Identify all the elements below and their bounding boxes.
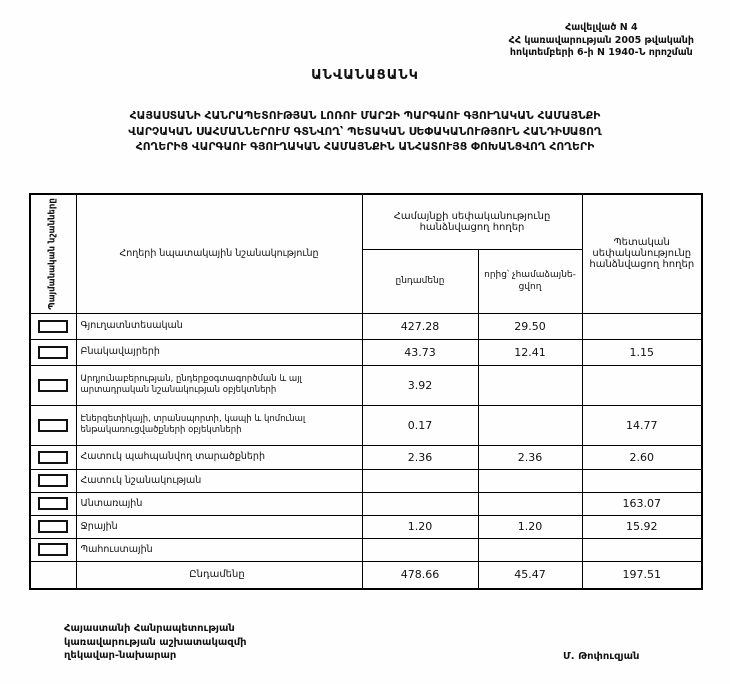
symbol-cell bbox=[30, 515, 76, 538]
legend-box bbox=[38, 474, 68, 487]
value-state bbox=[582, 469, 702, 492]
value-state bbox=[582, 365, 702, 405]
legend-box bbox=[38, 497, 68, 510]
symbol-cell bbox=[30, 492, 76, 515]
value-ofwhich: 1.20 bbox=[478, 515, 582, 538]
land-category-label: Ջրային bbox=[76, 515, 362, 538]
land-category-label: Հատուկ պահպանվող տարածքների bbox=[76, 445, 362, 469]
land-category-label: Բնակավայրերի bbox=[76, 339, 362, 365]
legend-box bbox=[38, 451, 68, 464]
value-total bbox=[362, 469, 478, 492]
legend-box bbox=[38, 520, 68, 533]
table-row bbox=[30, 339, 702, 365]
land-transfer-table bbox=[29, 193, 703, 590]
land-category-label: Հատուկ նշանակության bbox=[76, 469, 362, 492]
legend-box bbox=[38, 543, 68, 556]
value-ofwhich bbox=[478, 492, 582, 515]
legend-box bbox=[38, 379, 68, 392]
document-subtitle bbox=[25, 108, 705, 155]
legend-box bbox=[38, 419, 68, 432]
land-category-label: Անտառային bbox=[76, 492, 362, 515]
value-ofwhich bbox=[478, 365, 582, 405]
value-ofwhich bbox=[478, 405, 582, 445]
symbol-cell bbox=[30, 445, 76, 469]
table-row bbox=[30, 469, 702, 492]
value-ofwhich: 29.50 bbox=[478, 313, 582, 339]
value-state bbox=[582, 538, 702, 561]
land-category-label: Էներգետիկայի, տրանսպորտի, կապի և կոմունալ ենթակառուցվածքների օբյեկտների bbox=[76, 405, 362, 445]
symbol-cell bbox=[30, 313, 76, 339]
column-subheader-ofwhich-line2: ցվող bbox=[518, 282, 542, 292]
column-subheader-ofwhich-line1: որից՝ չհամաձայնե- bbox=[484, 270, 576, 280]
column-subheader-total: ընդամենը bbox=[362, 249, 478, 313]
value-total: 0.17 bbox=[362, 405, 478, 445]
signatory-title-line: կառավարության աշխատակազմի bbox=[64, 636, 247, 648]
subtitle-line: ՀՈՂԵՐԻՑ ՎԱՐԳԱՈՒ ԳՅՈՒՂԱԿԱՆ ՀԱՄԱՅՆՔԻՆ ԱՆՀԱՏՈՒՅՑ ՓՈԽԱՆՑՎՈՂ ՀՈՂԵՐԻ bbox=[135, 140, 595, 153]
value-state: 163.07 bbox=[582, 492, 702, 515]
value-state: 14.77 bbox=[582, 405, 702, 445]
value-total bbox=[362, 538, 478, 561]
table-row bbox=[30, 445, 702, 469]
value-ofwhich bbox=[478, 469, 582, 492]
value-total: 2.36 bbox=[362, 445, 478, 469]
column-header-state: Պետական սեփականությունը հանձնվացող հողեր bbox=[582, 194, 702, 313]
table-row bbox=[30, 405, 702, 445]
table-row bbox=[30, 538, 702, 561]
table-row bbox=[30, 313, 702, 339]
value-ofwhich: 12.41 bbox=[478, 339, 582, 365]
value-total: 43.73 bbox=[362, 339, 478, 365]
value-total bbox=[362, 492, 478, 515]
subtitle-line: ՀԱՅԱՍՏԱՆԻ ՀԱՆՐԱՊԵՏՈՒԹՅԱՆ ԼՈՌՈՒ ՄԱՐԶԻ ՊԱՐԳԱՈՒ ԳՅՈՒՂԱԿԱՆ ՀԱՄԱՅՆՔԻ bbox=[129, 109, 601, 122]
value-state: 2.60 bbox=[582, 445, 702, 469]
table-row bbox=[30, 515, 702, 538]
value-state: 15.92 bbox=[582, 515, 702, 538]
table-row bbox=[30, 492, 702, 515]
land-category-label: Գյուղատնտեսական bbox=[76, 313, 362, 339]
land-category-label: Արդյունաբերության, ընդերքօգտագործման և այլ արտադրական նշանակության օբյեկտների bbox=[76, 365, 362, 405]
appendix-line: հոկտեմբերի 6-ի N 1940-Ն որոշման bbox=[509, 47, 693, 58]
value-ofwhich: 2.36 bbox=[478, 445, 582, 469]
legend-box bbox=[38, 346, 68, 359]
symbol-cell bbox=[30, 469, 76, 492]
symbol-cell bbox=[30, 405, 76, 445]
signatory-title-block bbox=[64, 622, 247, 663]
signatory-title-line: Հայաստանի Հանրապետության bbox=[64, 623, 235, 634]
signatory-title-line: ղեկավար-նախարար bbox=[64, 650, 177, 661]
total-value-ofwhich: 45.47 bbox=[478, 561, 582, 589]
column-header-symbols bbox=[30, 194, 76, 313]
column-header-purpose: Հողերի նպատակային նշանակությունը bbox=[76, 194, 362, 313]
value-total: 427.28 bbox=[362, 313, 478, 339]
value-state bbox=[582, 313, 702, 339]
appendix-reference bbox=[509, 22, 694, 60]
appendix-line: Հավելված N 4 bbox=[565, 22, 638, 33]
symbol-cell bbox=[30, 339, 76, 365]
symbol-cell bbox=[30, 365, 76, 405]
value-total: 3.92 bbox=[362, 365, 478, 405]
table-total-row bbox=[30, 561, 702, 589]
subtitle-line: ՎԱՐՉԱԿԱՆ ՍԱՀՄԱՆՆԵՐՈՒՄ ԳՏՆՎՈՂ՝ ՊԵՏԱԿԱՆ ՍԵՓԱԿԱՆՈՒԹՅՈՒՆ ՀԱՆԴԻՍԱՑՈՂ bbox=[128, 124, 602, 138]
table-header-row-1 bbox=[30, 194, 702, 249]
page-title: ԱՆՎԱՆԱՑԱՆԿ bbox=[311, 68, 419, 83]
table-row bbox=[30, 365, 702, 405]
symbol-cell bbox=[30, 538, 76, 561]
value-total: 1.20 bbox=[362, 515, 478, 538]
column-group-header-community: Համայնքի սեփականությունը հանձնվացող հողեր bbox=[362, 194, 582, 249]
value-state: 1.15 bbox=[582, 339, 702, 365]
total-value-total: 478.66 bbox=[362, 561, 478, 589]
appendix-line: ՀՀ կառավարության 2005 թվականի bbox=[508, 34, 694, 46]
total-label: Ընդամենը bbox=[76, 561, 362, 589]
symbol-cell-empty bbox=[30, 561, 76, 589]
value-ofwhich bbox=[478, 538, 582, 561]
column-header-symbols-label: Պայմանական նշանները bbox=[47, 197, 58, 310]
column-subheader-ofwhich bbox=[478, 249, 582, 313]
legend-box bbox=[38, 320, 68, 333]
land-category-label: Պահուստային bbox=[76, 538, 362, 561]
total-value-state: 197.51 bbox=[582, 561, 702, 589]
signatory-name: Մ. Թոփուզյան bbox=[563, 651, 640, 662]
